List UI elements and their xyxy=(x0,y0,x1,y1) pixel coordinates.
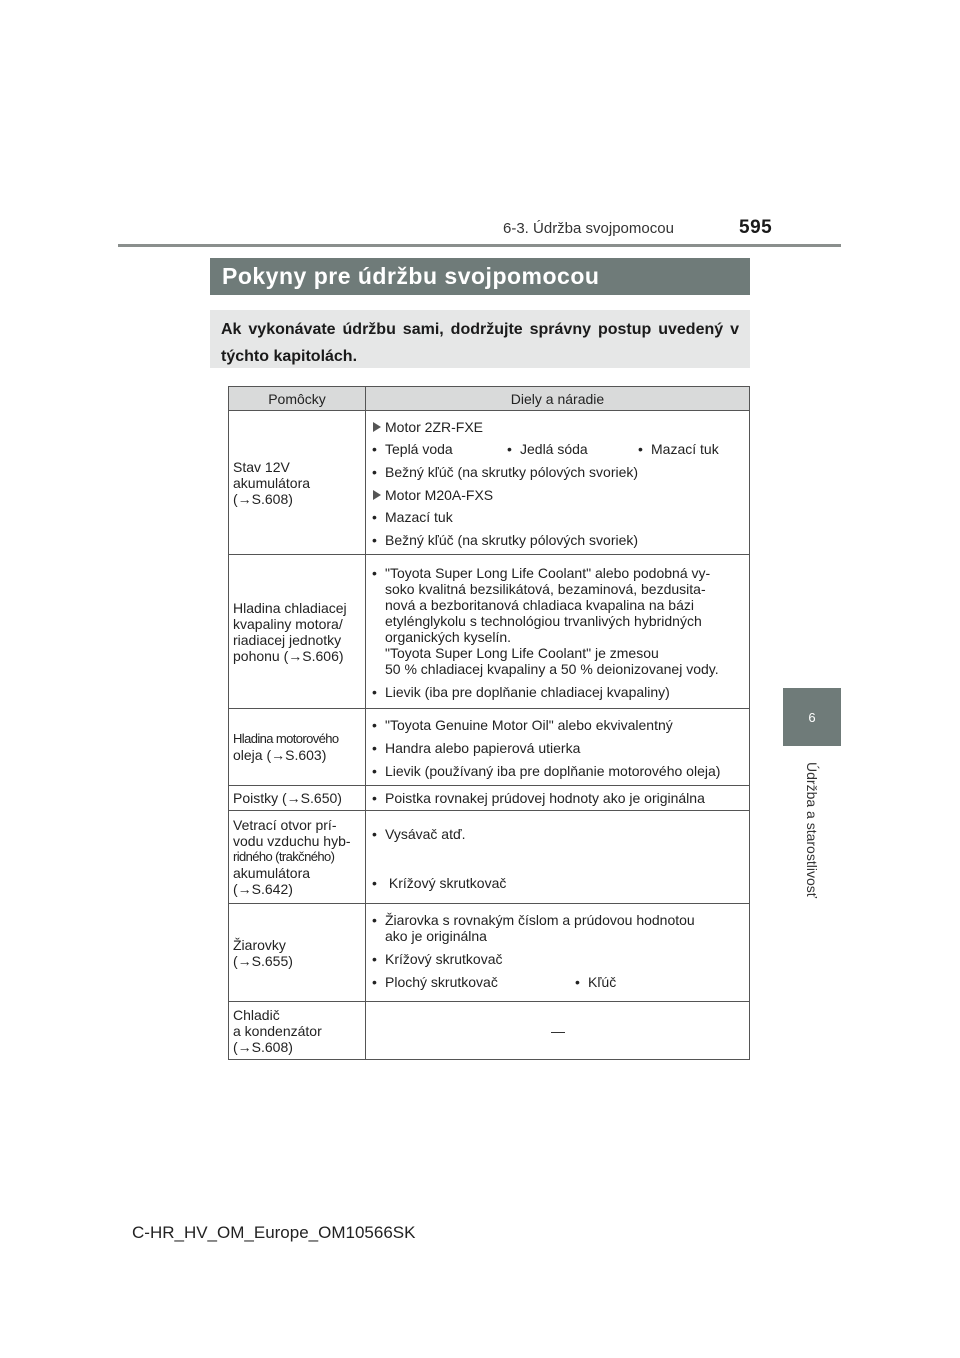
bullet: • xyxy=(575,974,580,990)
row-content xyxy=(366,811,750,904)
list-item: Lievik (používaný iba pre doplňanie motorového oleja) xyxy=(385,763,721,779)
chapter-number: 6 xyxy=(808,709,816,725)
row-label xyxy=(229,811,366,904)
header-parts: Diely a náradie xyxy=(366,387,750,411)
label-line: (→S.642) xyxy=(233,881,293,897)
tools-table xyxy=(228,386,750,1060)
header-tools: Pomôcky xyxy=(229,387,366,411)
row-content xyxy=(366,786,750,811)
section-label: 6-3. Údržba svojpomocou xyxy=(503,220,674,237)
bullet: • xyxy=(507,441,512,457)
list-item: Lievik (iba pre doplňanie chladiacej kvapaliny) xyxy=(385,684,670,700)
bullet: • xyxy=(372,464,377,480)
table-header-row xyxy=(229,387,750,411)
label-line: a kondenzátor xyxy=(233,1022,322,1039)
list-line: soko kvalitná bezsilikátová, bezaminová, bezdusita- xyxy=(385,581,706,597)
bullet: • xyxy=(372,441,377,457)
list-line: 50 % chladiacej kvapaliny a 50 % deionizovanej vody. xyxy=(385,661,719,677)
bullet: • xyxy=(372,825,377,842)
label-line: Vetrací otvor prí- xyxy=(233,817,337,833)
table-row xyxy=(229,904,750,1002)
bullet: • xyxy=(372,974,377,990)
row-content xyxy=(366,904,750,1002)
list-item: Krížový skrutkovač xyxy=(388,874,507,891)
row-content xyxy=(366,411,750,555)
table-row xyxy=(229,709,750,786)
engine-subheading xyxy=(372,419,744,435)
list-line: Žiarovka s rovnakým číslom a prúdovou hodnotou xyxy=(385,912,695,928)
list-item: Vysávač atď. xyxy=(385,825,466,842)
page-title-text: Pokyny pre údržbu svojpomocou xyxy=(222,263,600,289)
label-line: pohonu (→S.606) xyxy=(233,647,344,664)
bullet: • xyxy=(372,532,377,548)
bullet: • xyxy=(372,912,377,928)
list-item: Mazací tuk xyxy=(651,441,719,457)
label-line: riadiacej jednotky xyxy=(233,631,342,648)
table-row xyxy=(229,786,750,811)
triangle-icon xyxy=(373,422,381,432)
list-item: Mazací tuk xyxy=(385,509,453,525)
list-item: Teplá voda xyxy=(385,441,453,457)
inline-items xyxy=(372,974,744,990)
triangle-icon xyxy=(373,490,381,500)
label-line: ridného (trakčného) xyxy=(233,849,335,864)
list-line: etylénglykolu s technológiou trvanlivých hybridných xyxy=(385,613,702,629)
intro-box xyxy=(210,310,750,368)
page-title xyxy=(210,258,750,295)
label-line: kvapaliny motora/ xyxy=(233,615,343,632)
engine-name: Motor 2ZR-FXE xyxy=(385,419,484,435)
list-item: "Toyota Genuine Motor Oil" alebo ekvivalentný xyxy=(385,717,673,733)
table-row xyxy=(229,411,750,555)
footer-doc-id: C-HR_HV_OM_Europe_OM10566SK xyxy=(132,1223,416,1242)
header-rule xyxy=(118,244,841,247)
row-label xyxy=(229,411,366,555)
label-line: akumulátora xyxy=(233,865,311,881)
row-label xyxy=(229,1002,366,1060)
bullet: • xyxy=(372,790,377,806)
engine-name: Motor M20A-FXS xyxy=(385,487,494,503)
bullet: • xyxy=(372,509,377,525)
bullet: • xyxy=(638,441,643,457)
page-number: 595 xyxy=(739,217,773,238)
intro-text: Ak vykonávate údržbu sami, dodržujte správny postup uvedený v týchto kapitolách. xyxy=(221,321,739,365)
table-row xyxy=(229,811,750,904)
list-item: Handra alebo papierová utierka xyxy=(385,740,581,756)
label-line: Hladina chladiacej xyxy=(233,599,347,616)
list-item: Jedlá sóda xyxy=(520,441,588,457)
list-item: Kľúč xyxy=(588,974,617,990)
empty-dash: — xyxy=(551,1022,565,1039)
list-line: organických kyselín. xyxy=(385,629,512,645)
label-line: Poistky (→S.650) xyxy=(233,790,342,806)
label-line: akumulátora xyxy=(233,474,311,491)
bullet: • xyxy=(372,717,377,733)
engine-subheading xyxy=(372,487,744,503)
row-content xyxy=(366,555,750,709)
bullet: • xyxy=(372,565,377,581)
label-line: Chladič xyxy=(233,1006,280,1023)
label-line: Hladina motorového xyxy=(233,731,339,746)
row-label xyxy=(229,904,366,1002)
inline-items xyxy=(372,441,744,457)
bullet: • xyxy=(372,874,377,891)
list-line: ako je originálna xyxy=(385,928,487,944)
label-line: Stav 12V xyxy=(233,458,290,475)
bullet: • xyxy=(372,951,377,967)
list-line: "Toyota Super Long Life Coolant" alebo podobná vy- xyxy=(385,565,711,581)
row-label xyxy=(229,786,366,811)
chapter-tab xyxy=(783,688,841,746)
list-item: Krížový skrutkovač xyxy=(385,951,503,967)
bullet: • xyxy=(372,684,377,700)
row-content xyxy=(366,709,750,786)
row-label xyxy=(229,555,366,709)
row-content xyxy=(366,1002,750,1060)
list-item: Plochý skrutkovač xyxy=(385,974,498,990)
list-item: Poistka rovnakej prúdovej hodnoty ako je originálna xyxy=(385,790,705,806)
bullet: • xyxy=(372,763,377,779)
row-label xyxy=(229,709,366,786)
label-line: (→S.608) xyxy=(233,1038,293,1055)
list-item: Bežný kľúč (na skrutky pólových svoriek) xyxy=(385,532,639,548)
label-line: Žiarovky xyxy=(233,936,286,953)
list-line: nová a bezboritanová chladiaca kvapalina na bázi xyxy=(385,597,694,613)
table-row xyxy=(229,555,750,709)
chapter-title-vertical: Údržba a starostlivosť xyxy=(804,762,820,898)
label-line: oleja (→S.603) xyxy=(233,747,327,763)
label-line: (→S.608) xyxy=(233,490,293,507)
label-line: (→S.655) xyxy=(233,952,293,969)
bullet: • xyxy=(372,740,377,756)
list-line: "Toyota Super Long Life Coolant" je zmesou xyxy=(385,645,659,661)
label-line: vodu vzduchu hyb- xyxy=(233,833,351,849)
table-row xyxy=(229,1002,750,1060)
list-item: Bežný kľúč (na skrutky pólových svoriek) xyxy=(385,464,639,480)
